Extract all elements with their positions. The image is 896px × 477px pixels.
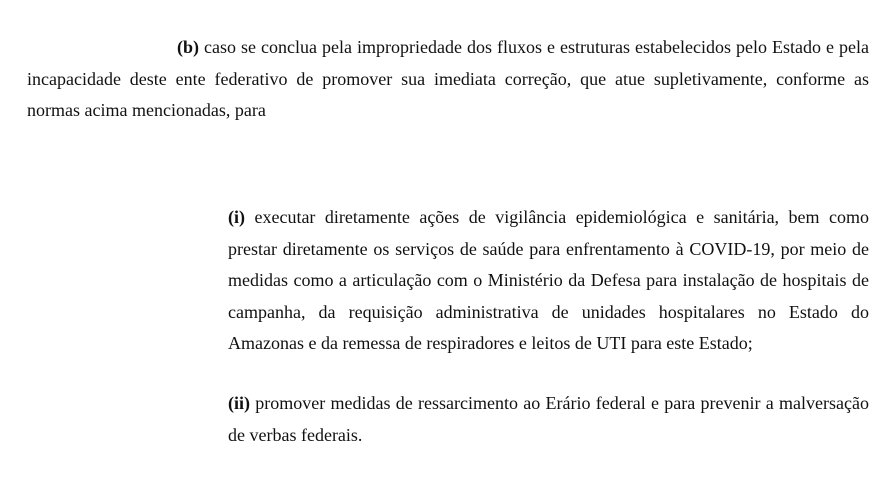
item-i-label: (i)	[228, 207, 245, 227]
item-ii-text: promover medidas de ressarcimento ao Erário federal e para prevenir a malversação de verbas federais.	[228, 393, 869, 445]
paragraph-b-text: caso se conclua pela impropriedade dos fluxos e estruturas estabelecidos pelo Estado e pela incapacidade deste ente federativo de promover sua imediata correção, que atue supletivamente, conforme as normas acima mencionadas, para	[27, 37, 869, 120]
paragraph-b	[27, 32, 869, 127]
item-ii	[228, 388, 869, 451]
item-i-text: executar diretamente ações de vigilância epidemiológica e sanitária, bem como prestar diretamente os serviços de saúde para enfrentamento à COVID-19, por meio de medidas como a articulação com o Ministério da Defesa para instalação de hospitais de campanha, da requisição administrativa de unidades hospitalares no Estado do Amazonas e da remessa de respiradores e leitos de UTI para este Estado;	[228, 207, 869, 353]
paragraph-b-label: (b)	[177, 37, 199, 57]
item-i	[228, 202, 869, 360]
item-ii-label: (ii)	[228, 393, 250, 413]
